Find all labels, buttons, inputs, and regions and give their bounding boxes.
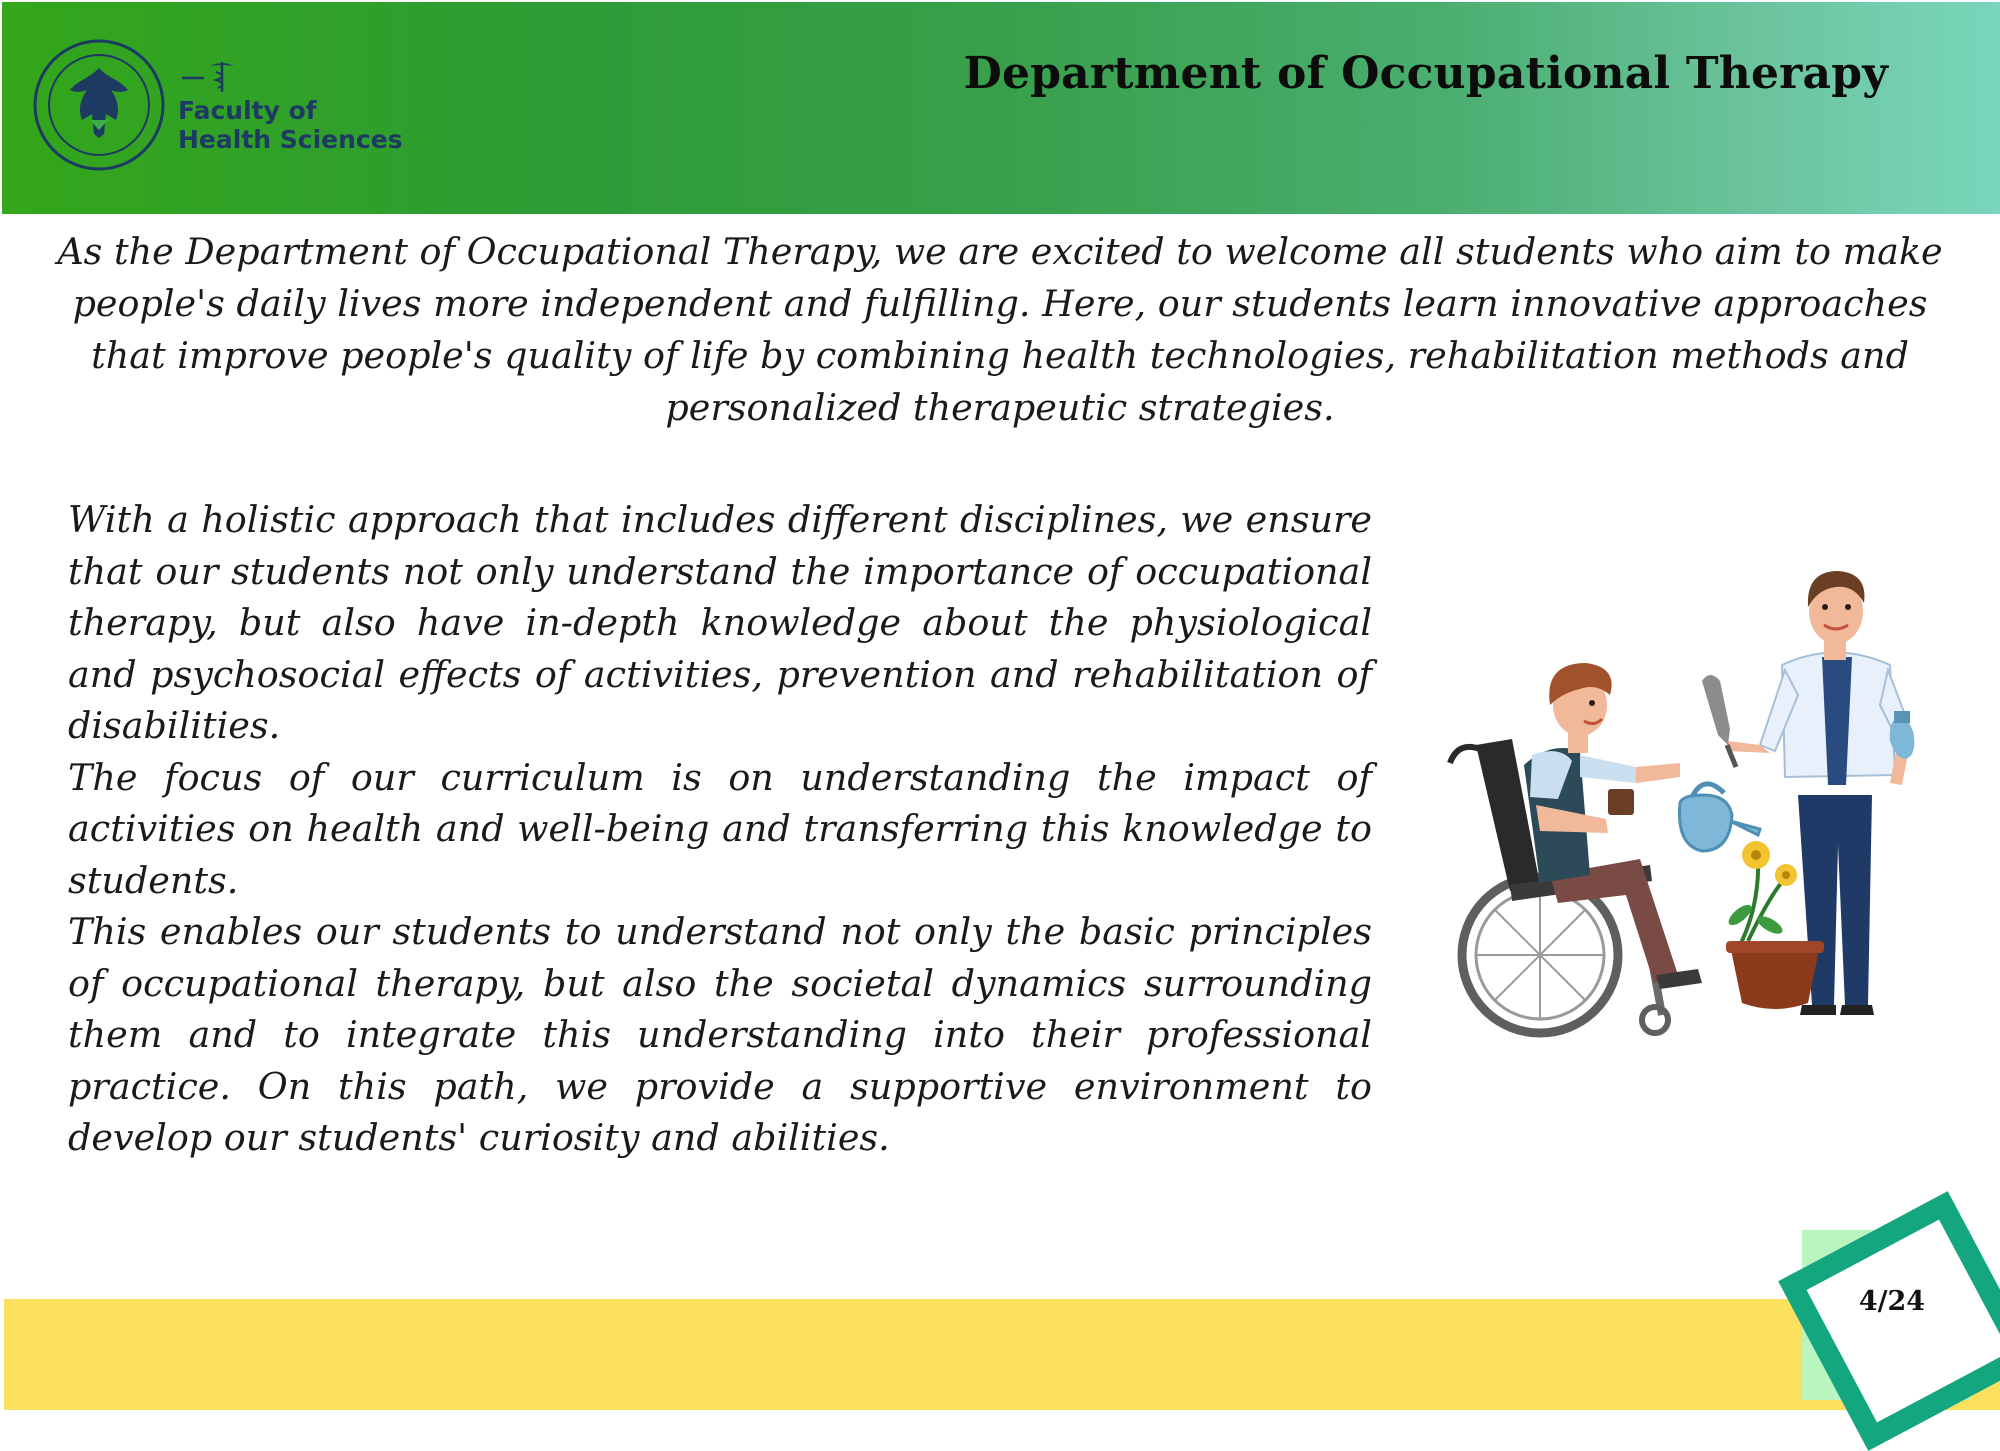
- therapy-illustration: [1440, 545, 1930, 1040]
- university-seal-logo: [32, 38, 166, 172]
- header-banner: [2, 2, 2000, 214]
- watering-can-icon: [1679, 784, 1760, 851]
- body-paragraph-3: This enables our students to understand not only the basic principles of occupational therapy, but also the societal dynamics surrounding them and to integrate this understanding into their professional practice. On this path, we provide a supportive environment to develop our students' curiosity and abilities.: [68, 910, 1372, 1159]
- intro-paragraph: As the Department of Occupational Therapy, we are excited to welcome all students who aim to make people's daily lives more independent and fulfilling. Here, our students learn innovative approaches that improve people's quality of life by combining health technologies, rehabilitation methods and personalized therapeutic strategies.: [57, 230, 1943, 429]
- faculty-name-line1: Faculty of: [178, 96, 317, 125]
- page-number: 4/24: [1858, 1286, 1926, 1317]
- faculty-name-line2: Health Sciences: [178, 125, 403, 154]
- footer-band: [4, 1299, 2000, 1410]
- body-paragraph-2: The focus of our curriculum is on understanding the impact of activities on health and well-being and transferring this knowledge to students.: [68, 755, 1372, 902]
- faculty-name: [178, 96, 403, 154]
- page-title: Department of Occupational Therapy: [963, 48, 1888, 99]
- body-paragraph-1: With a holistic approach that includes different disciplines, we ensure that our students not only understand the importance of occupational therapy, but also have in-depth knowledge about the physiological and psychosocial effects of activities, prevention and rehabilitation of disabilities.: [68, 498, 1372, 747]
- body-text: [68, 494, 1372, 1164]
- caduceus-icon: [180, 58, 240, 94]
- wheelchair-user-figure: [1450, 663, 1702, 1033]
